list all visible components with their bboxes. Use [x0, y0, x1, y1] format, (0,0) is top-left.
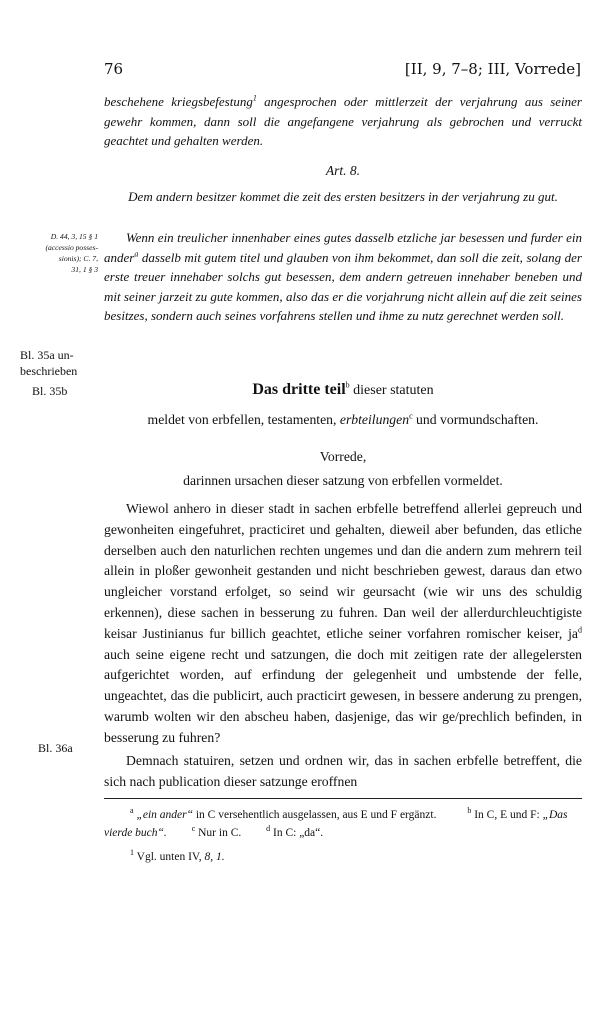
page-number: 76	[104, 60, 124, 78]
article-heading: Art. 8.	[325, 163, 361, 178]
footnote-1: $^1$ Vgl. unten IV, 8, 1.	[130, 848, 225, 863]
part-subtitle: meldet von erbfellen, testamenten, erbteilungen$^c$ und vormundschaften.	[147, 411, 539, 427]
footnote-ref-1[interactable]: 1	[252, 93, 257, 103]
footnote-block-letters: $^a$ „ein ander“ in C versehentlich ausgelassen, aus E und F ergänzt. $^b$ In C, E und F: „Das vierde buch“. $^c$ Nur in C. $^d$ In C: „da“.	[104, 806, 568, 839]
vorrede-paragraph-1: Wiewol anhero in dieser stadt in sachen erbfelle betreffend allerlei gepreuch und gewonheiten eingefuhret, practiciret und gehalten, dieweil aber befunden, das etliche derselben auch den naturlichen rechten ungemes und dan die andern zum mehrern teil allein in ploßer gewonheit gestanden und nicht beschrieben gewest, daraus dan etwo ungleicher vorstand erfolget, so seind wir geursacht (wie wir uns des schuldig erkennen), diese sachen in besserung zu fuhren. Dan weil der allerdurchleuchtigiste keisar Justinianus fur billich geachtet, etliche seiner vorfahren romischer keiser, $ja^d$ auch seine eigene recht und satzungen, die doch mit zeitigen rate der allegelersten aufgerichtet worden, auf erfindung der gelegenheit und umbstende der felle, ungeachtet, das die publicirt, auch practicirt gewesen, in bessere anderung zu prengen, warumb wolten wir den abscheu haben, dasjenige, das wir ge/prechlich befinden, in besserung zu fuhren?	[104, 501, 582, 745]
margin-bl-35b: Bl. 35b	[32, 384, 68, 398]
margin-bl-35a: Bl. 35a un- beschrieben	[20, 348, 78, 378]
footnote-ref-a[interactable]: a	[134, 249, 139, 259]
footnote-ref-d[interactable]: d	[578, 625, 582, 635]
continuation-paragraph: beschehene kriegsbefestung$^1$ angesprochen oder mittlerzeit der verjahrung aus seiner gewehr kommen, dann soll die angefangene verjahrung als gebrochen und verruckt geachtet und gehalten werden.	[104, 93, 582, 148]
part-title: Das dritte teil$^b$ dieser statuten	[252, 380, 434, 398]
footnote-ref-b[interactable]: b	[345, 380, 350, 390]
margin-bl-36a: Bl. 36a	[38, 741, 73, 755]
vorrede-heading: Vorrede,	[319, 449, 367, 464]
margin-citation: D. 44, 3, 15 § 1 (accessio posses- sionis); C. 7, 31, 1 § 3	[45, 232, 98, 274]
article-summary: Dem andern besitzer kommet die zeit des ersten besitzers in der verjahrung zu gut.	[128, 189, 558, 204]
footnote-rule	[104, 798, 582, 799]
vorrede-summary: darinnen ursachen dieser satzung von erbfellen vormeldet.	[183, 473, 503, 488]
running-header-reference: [II, 9, 7–8; III, Vorrede]	[404, 60, 581, 78]
vorrede-paragraph-2: Demnach statuiren, setzen und ordnen wir, das in sachen erbfelle betreffent, die sich nach publication dieser satzunge eroffnen	[104, 753, 582, 789]
article-body: Wenn ein treulicher innenhaber eines gutes dasselb etzliche jar besessen und furder ein ander$^a$ dasselb mit gutem titel und glauben von ihm bekommet, dan soll die zeit, solang der erste treuer innehaber solchs gut besessen, dem andern getreuen innehaber beneben und mit seiner jarzeit zu gute kommen, also das er die vorjahrung nicht allein auf die zeit seines besitzes, sondern auch seines vorfahrens stellen und ihme zu nutz gerechnet werden soll.	[104, 230, 582, 323]
footnote-ref-c[interactable]: c	[409, 411, 413, 421]
